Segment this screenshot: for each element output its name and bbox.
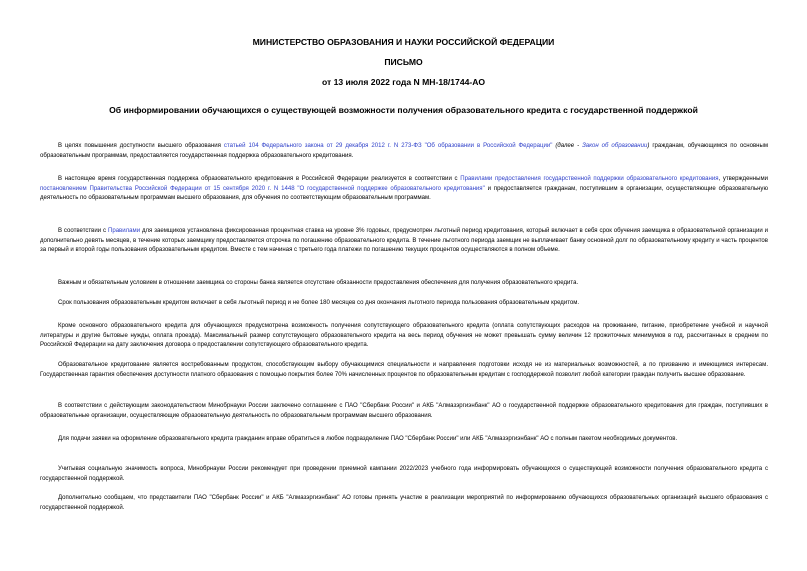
paragraph-8: В соответствии с действующим законодательством Минобрнауки России заключено соглашение с ПАО "Сбербанк России" и АКБ "Алмазэргиэнбанк" АО о государственной поддержке образовательного кредитования для граждан, поступивших в образовательные организации, осуществляющие образовательную деятельность по образовательным программам высшего образования. <box>40 403 768 419</box>
rules-link[interactable]: Правилами <box>107 228 141 234</box>
paragraph-1-text: В целях повышения доступности высшего образования <box>58 143 224 149</box>
paragraph-1-italic-open: (далее - <box>555 143 583 149</box>
paragraph-3-text-end: для заемщиков установлена фиксированная процентная ставка на уровне 3% годовых, предусмотрен льготный период кредитования, который включает в себя срок обучения заемщика в образовательной организации и дополнительно девять месяцев, в течение которых заемщику предоставляется отсрочка по погашению образовательного кредита. В течение льготного периода заемщик не выплачивает банку основной долг по образовательному кредиту и часть процентов за первый и второй годы пользования образовательным кредитом. Вместе с тем начиная с третьего года платежи по погашению текущих процентов осуществляются в полном объеме. <box>40 228 768 254</box>
paragraph-2-text: В настоящее время государственная поддержка образовательного кредитования в Российской Федерации реализуется в соответствии с <box>58 176 461 182</box>
paragraph-1-text-end: гражданам, обучающимся по основным образовательным программам, предоставляется государственная поддержка образовательного кредитования. <box>40 143 768 159</box>
ministry-heading: МИНИСТЕРСТВО ОБРАЗОВАНИЯ И НАУКИ РОССИЙСКОЙ ФЕДЕРАЦИИ <box>252 37 555 47</box>
paragraph-7: Образовательное кредитование является востребованным продуктом, способствующим выбору обучающимися специальности и направления подготовки исходя не из материальных возможностей, а по призванию и имеющимся интересам. Государственная гарантия обеспечения доступности платного образования с помощью покрытия более 70% начисленных процентов по образовательным кредитам с господдержкой позволит любой категории граждан получить высшее образование. <box>40 362 768 378</box>
paragraph-9: Для подачи заявки на оформление образовательного кредита гражданин вправе обратиться в любое подразделение ПАО "Сбербанк России" или АКБ "Алмазэргиэнбанк" АО с полным пакетом необходимых документов. <box>58 436 678 442</box>
paragraph-2 <box>40 175 768 204</box>
paragraph-2-text-end: и предоставляется гражданам, поступившим в организации, осуществляющие образовательную деятельность по образовательным программам высшего образования, для обучения по соответствующим образовательным программам. <box>40 185 768 202</box>
document-date-number: от 13 июля 2022 года N МН-18/1744-АО <box>321 77 486 87</box>
document-type: ПИСЬМО <box>384 57 423 67</box>
education-law-link[interactable]: Закон об образовании <box>582 143 648 149</box>
document-title: Об информировании обучающихся о существующей возможности получения образовательного кредита с государственной поддержкой <box>109 105 698 115</box>
paragraph-5: Срок пользования образовательным кредитом включает в себя льготный период и не более 180 месяцев со дня окончания льготного периода пользования образовательным кредитом. <box>58 300 580 306</box>
paragraph-3-text: В соответствии с <box>58 228 108 234</box>
paragraph-3 <box>40 227 768 256</box>
credit-rules-link[interactable]: Правилами предоставления государственной поддержки образовательного кредитования <box>460 176 719 182</box>
paragraph-2-text-mid: , утвержденными <box>718 176 768 182</box>
paragraph-11: Дополнительно сообщаем, что представители ПАО "Сбербанк России" и АКБ "Алмазэргиэнбанк" АО готовы принять участие в реализации мероприятий по информированию обучающихся образовательных организаций высшего образования с государственной поддержкой. <box>40 495 768 511</box>
paragraph-1 <box>40 142 768 161</box>
paragraph-1-italic-close: ) <box>647 143 650 149</box>
paragraph-4: Важным и обязательным условием в отношении заемщика со стороны банка является отсутствие обязанности предоставления обеспечения для получения образовательного кредита. <box>58 280 579 286</box>
law-article-link[interactable]: статьей 104 Федерального закона от 29 декабря 2012 г. N 273-ФЗ "Об образовании в Российской Федерации" <box>223 143 553 149</box>
government-decree-link[interactable]: постановлением Правительства Российской Федерации от 15 сентября 2020 г. N 1448 "О государственной поддержке образовательного кредитования" <box>40 185 485 192</box>
paragraph-6: Кроме основного образовательного кредита для обучающихся предусмотрена возможность получения сопутствующего образовательного кредита (оплата сопутствующих расходов на проживание, питание, приобретение учебной и научной литературы и другие бытовые нужды, оплата проезда). Максимальный размер сопутствующего образовательного кредита на весь период обучения не может превышать сумму величин 12 прожиточных минимумов в год, рассчитанных в среднем по Российской Федерации на дату заключения договора о предоставлении сопутствующего образовательного кредита. <box>40 323 768 349</box>
paragraph-10: Учитывая социальную значимость вопроса, Минобрнауки России рекомендует при проведении приемной кампании 2022/2023 учебного года информировать обучающихся о существующей возможности получения образовательного кредита с государственной поддержкой. <box>40 466 768 482</box>
